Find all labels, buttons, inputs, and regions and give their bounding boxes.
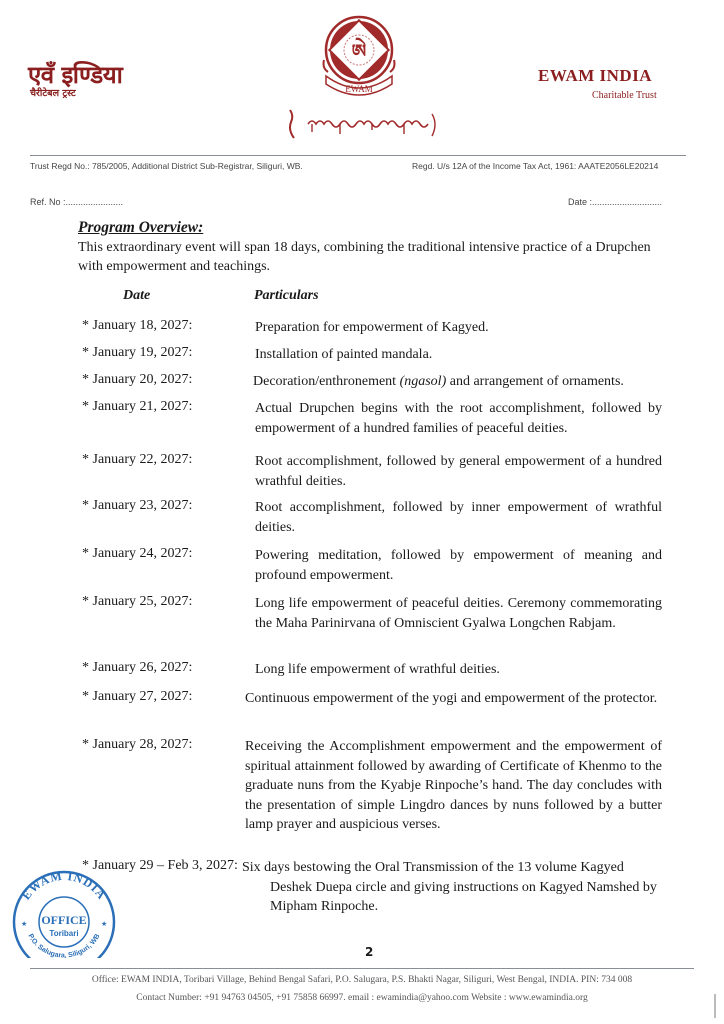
schedule-text: Installation of painted mandala. xyxy=(255,347,433,362)
svg-text:Toribari: Toribari xyxy=(49,929,79,938)
tibetan-motto xyxy=(286,106,446,142)
schedule-text: Actual Drupchen begins with the root accomplishment, followed by empowerment of a hundred families of peaceful deities. xyxy=(255,401,662,436)
schedule-date: * January 29 – Feb 3, 2027: xyxy=(82,858,238,873)
schedule-text: Preparation for empowerment of Kagyed. xyxy=(255,320,489,335)
schedule-text: Root accomplishment, followed by general empowerment of a hundred wrathful deities. xyxy=(255,454,662,489)
svg-text:EWAM INDIA: EWAM INDIA xyxy=(18,870,110,903)
schedule-date: * January 24, 2027: xyxy=(82,546,193,561)
schedule-text xyxy=(253,372,673,392)
schedule-date: * January 26, 2027: xyxy=(82,660,193,675)
header-divider xyxy=(30,155,686,156)
schedule-text: Root accomplishment, followed by inner empowerment of wrathful deities. xyxy=(255,500,662,535)
svg-text:EWAM: EWAM xyxy=(345,84,373,94)
schedule-text xyxy=(242,858,665,917)
trust-registration: Trust Regd No.: 785/2005, Additional District Sub-Registrar, Siliguri, WB. xyxy=(30,161,303,171)
footer-address: Office: EWAM INDIA, Toribari Village, Behind Bengal Safari, P.O. Salugara, P.S. Bhakti Nagar, Siliguri, West Bengal, INDIA. PIN: 734 008 xyxy=(91,975,633,985)
ref-number-field: Ref. No :....................... xyxy=(30,197,124,207)
svg-text:OFFICE: OFFICE xyxy=(41,913,87,927)
svg-text:ཨེ: ཨེ xyxy=(351,41,367,62)
svg-text:★: ★ xyxy=(21,920,28,928)
hindi-org-subtitle: चैरीटेबल ट्रस्ट xyxy=(30,88,76,99)
schedule-text-italic: (ngasol) xyxy=(399,374,447,389)
schedule-date: * January 19, 2027: xyxy=(82,345,193,360)
date-field: Date :............................ xyxy=(568,197,663,207)
ewam-logo xyxy=(318,10,400,106)
tax-registration: Regd. U/s 12A of the Income Tax Act, 1961: AAATE2056LE20214 xyxy=(412,161,659,171)
hindi-org-name: एवँ इण्डिया xyxy=(28,61,123,89)
schedule-date: * January 18, 2027: xyxy=(82,318,193,333)
program-intro: This extraordinary event will span 18 days, combining the traditional intensive practice of a Drupchen with empowerment and teachings. xyxy=(78,240,651,274)
scan-edge-mark xyxy=(714,994,716,1018)
column-header-date: Date xyxy=(123,288,151,303)
column-header-particulars: Particulars xyxy=(254,288,319,303)
program-heading: Program Overview: xyxy=(78,219,204,236)
schedule-text-content: Six days bestowing the Oral Transmission of the 13 volume Kagyed Deshek Duepa circle and giving instructions on Kagyed Namshed by Mipham Rinpoche. xyxy=(242,860,657,914)
schedule-date: * January 23, 2027: xyxy=(82,498,193,513)
schedule-text-part: and arrangement of ornaments. xyxy=(446,374,624,389)
schedule-text: Powering meditation, followed by empowerment of meaning and profound empowerment. xyxy=(255,548,662,583)
english-org-name: EWAM INDIA xyxy=(538,66,653,85)
schedule-date: * January 25, 2027: xyxy=(82,594,193,609)
svg-text:★: ★ xyxy=(101,920,108,928)
schedule-date: * January 28, 2027: xyxy=(82,737,193,752)
english-org-subtitle: Charitable Trust xyxy=(592,90,657,101)
svg-text:P.O. Salugara, Siliguri, WB: P.O. Salugara, Siliguri, WB xyxy=(26,932,102,958)
schedule-text: Receiving the Accomplishment empowerment and the empowerment of spiritual attainment followed by awarding of Certificate of Khenmo to the graduate nuns from the Kyabje Rinpoche’s hand. The day concludes with the presentation of simple Lingdro dances by nuns followed by a butter lamp prayer and auspicious verses. xyxy=(245,739,662,832)
schedule-text: Continuous empowerment of the yogi and empowerment of the protector. xyxy=(245,691,658,706)
schedule-text: Long life empowerment of peaceful deities. Ceremony commemorating the Maha Parinirvana of Omniscient Gyalwa Longchen Rabjam. xyxy=(255,596,662,631)
schedule-date: * January 27, 2027: xyxy=(82,689,193,704)
schedule-date: * January 20, 2027: xyxy=(82,372,193,387)
office-seal-icon xyxy=(8,870,120,958)
schedule-text: Long life empowerment of wrathful deities. xyxy=(255,662,500,677)
footer-divider xyxy=(30,968,694,969)
schedule-date: * January 21, 2027: xyxy=(82,399,193,414)
footer-contact: Contact Number: +91 94763 04505, +91 75858 66997. email : ewamindia@yahoo.com Website : www.ewamindia.org xyxy=(136,993,588,1003)
office-stamp xyxy=(8,870,120,958)
tibetan-script-icon xyxy=(286,106,446,142)
schedule-date: * January 22, 2027: xyxy=(82,452,193,467)
schedule-text-part: Decoration/enthronement xyxy=(253,374,400,389)
ewam-emblem-icon xyxy=(318,10,400,106)
page-number: 2 xyxy=(365,945,374,959)
